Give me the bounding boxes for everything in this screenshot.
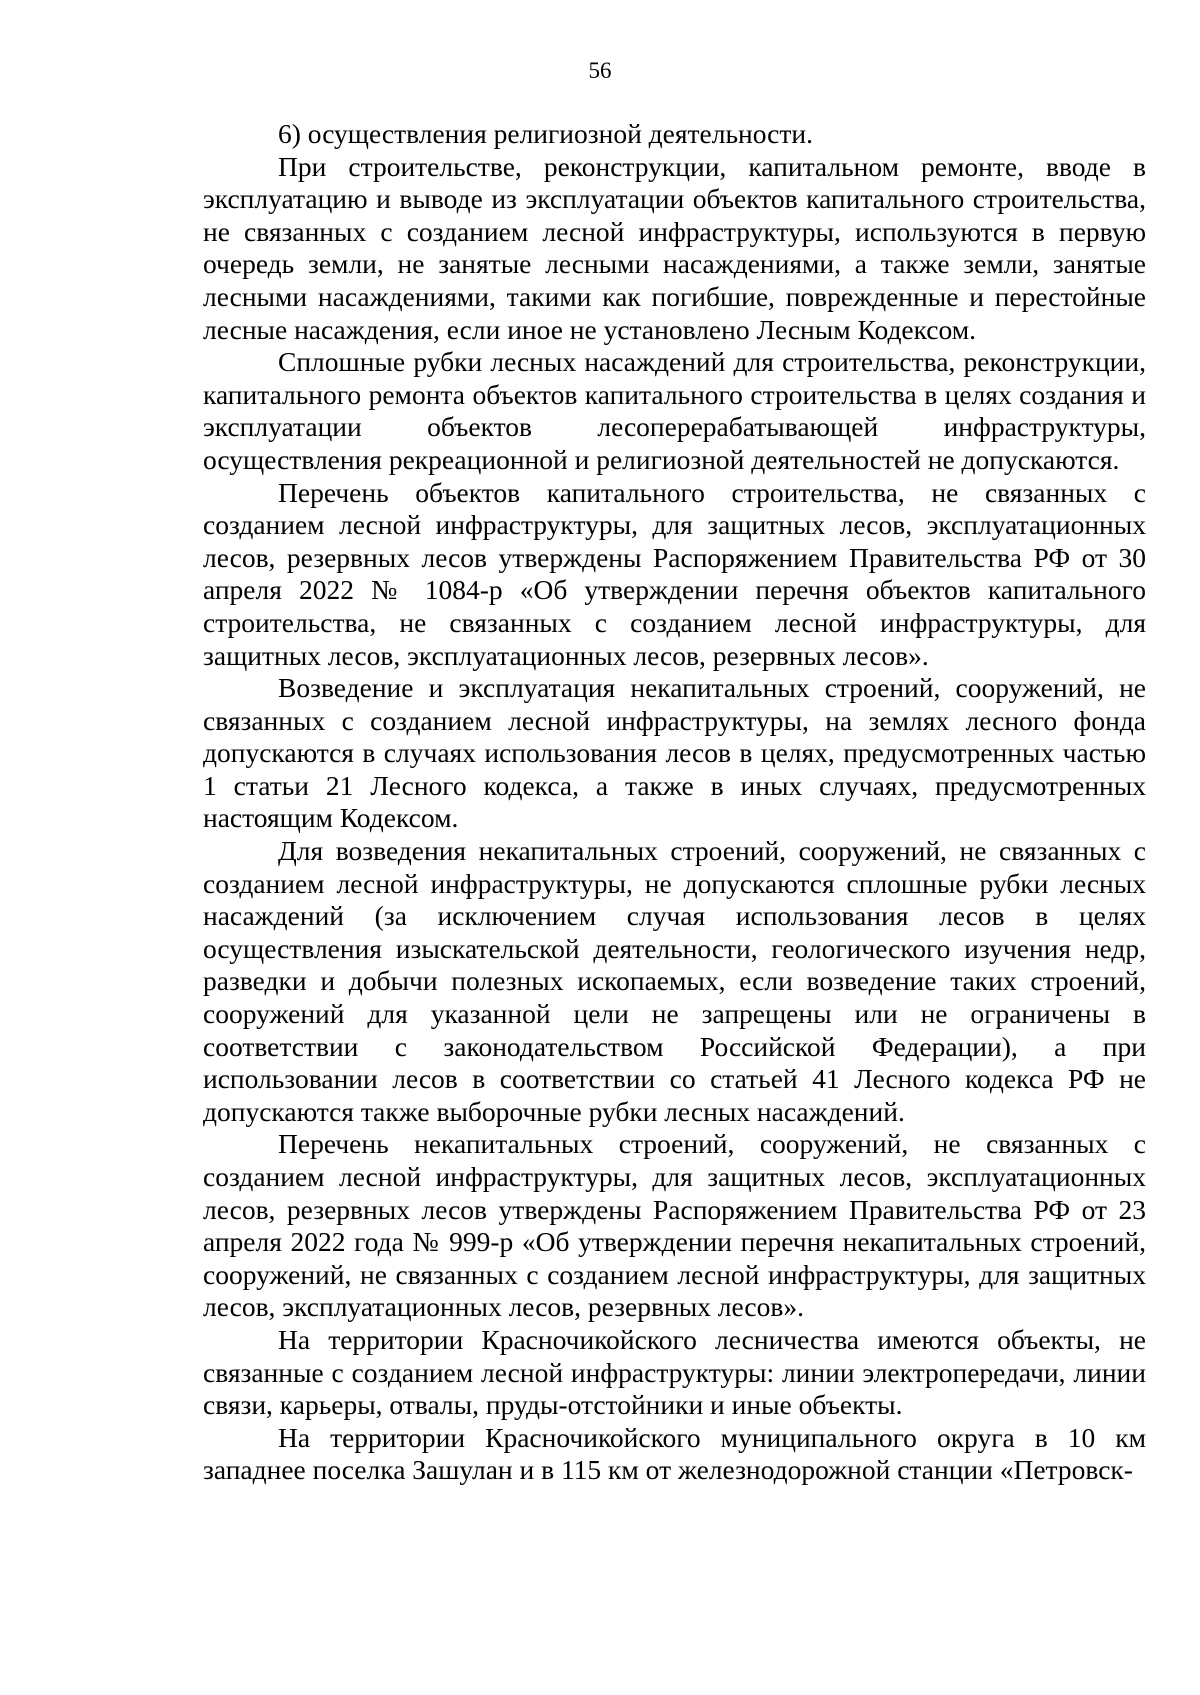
page-number: 56 <box>588 58 612 83</box>
paragraph-clear-cutting: Сплошные рубки лесных насаждений для строительства, реконструкции, капитального ремонта объектов капитального строительства в целях создания и эксплуатации объектов лесоперерабатывающей инфраструктуры, осуществления рекреационной и религиозной деятельностей не допускаются. <box>203 346 1146 475</box>
paragraph-noncapital-erection: Возведение и эксплуатация некапитальных строений, сооружений, не связанных с созданием лесной инфраструктуры, на землях лесного фонда допускаются в случаях использования лесов в целях, предусмотренных частью 1 статьи 21 Лесного кодекса, а также в иных случаях, предусмотренных настоящим Кодексом. <box>203 672 1146 834</box>
paragraph-list-item-6: 6) осуществления религиозной деятельности. <box>278 118 813 149</box>
paragraph-forestry-objects: На территории Красночикойского лесничества имеются объекты, не связанные с созданием лесной инфраструктуры: линии электропередачи, линии связи, карьеры, отвалы, пруды-отстойники и иные объекты. <box>203 1323 1146 1421</box>
document-body <box>203 118 1146 1487</box>
paragraph-noncapital-objects-list: Перечень некапитальных строений, сооружений, не связанных с созданием лесной инфраструктуры, для защитных лесов, эксплуатационных лесов, резервных лесов утверждены Распоряжением Правительства РФ от 23 апреля 2022 года № 999-р «Об утверждении перечня некапитальных строений, сооружений, не связанных с созданием лесной инфраструктуры, для защитных лесов, эксплуатационных лесов, резервных лесов». <box>203 1128 1146 1323</box>
paragraph-municipal-district: На территории Красночикойского муниципального округа в 10 км западнее поселка Зашулан и в 115 км от железнодорожной станции «Петровск- <box>203 1421 1146 1486</box>
paragraph-capital-objects-list: Перечень объектов капитального строительства, не связанных с созданием лесной инфраструктуры, для защитных лесов, эксплуатационных лесов, резервных лесов утверждены Распоряжением Правительства РФ от 30 апреля 2022 № 1084-р «Об утверждении перечня объектов капитального строительства, не связанных с созданием лесной инфраструктуры, для защитных лесов, эксплуатационных лесов, резервных лесов». <box>203 476 1146 671</box>
paragraph-capital-construction: При строительстве, реконструкции, капитальном ремонте, вводе в эксплуатацию и выводе из эксплуатации объектов капитального строительства, не связанных с созданием лесной инфраструктуры, используются в первую очередь земли, не занятые лесными насаждениями, а также земли, занятые лесными насаждениями, такими как погибшие, поврежденные и перестойные лесные насаждения, если иное не установлено Лесным Кодексом. <box>203 150 1146 345</box>
paragraph-noncapital-cutting: Для возведения некапитальных строений, сооружений, не связанных с созданием лесной инфраструктуры, не допускаются сплошные рубки лесных насаждений (за исключением случая использования лесов в целях осуществления изыскательской деятельности, геологического изучения недр, разведки и добычи полезных ископаемых, если возведение таких строений, сооружений для указанной цели не запрещены или не ограничены в соответствии с законодательством Российской Федерации), а при использовании лесов в соответствии со статьей 41 Лесного кодекса РФ не допускаются также выборочные рубки лесных насаждений. <box>203 835 1146 1127</box>
